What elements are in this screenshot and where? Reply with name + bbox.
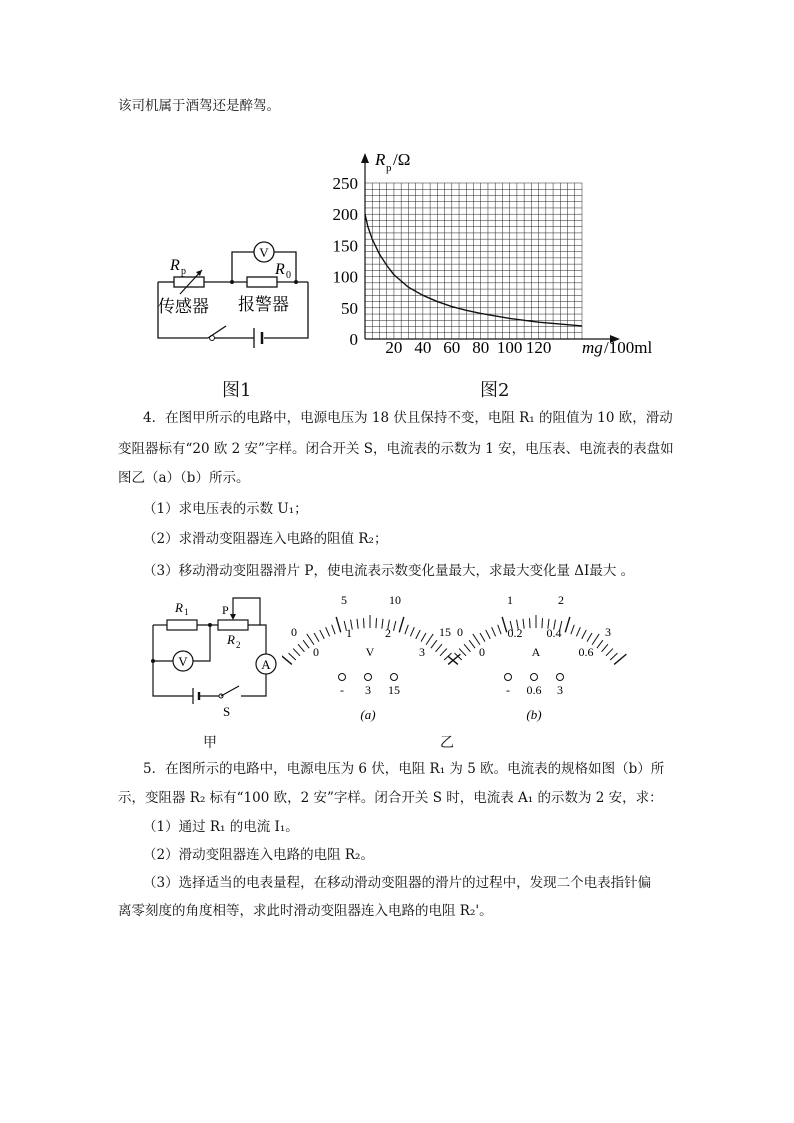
q5-line2: 示，变阻器 R₂ 标有“100 欧，2 安”字样。闭合开关 S 时，电流表 A₁ 的示数为 2 安，求： — [118, 790, 663, 806]
dial-tick — [399, 617, 404, 632]
dial-tick — [376, 618, 377, 628]
r2-rheostat — [218, 620, 248, 630]
a-inner-3: 0.6 — [578, 645, 594, 659]
dial-tick — [529, 618, 530, 628]
dial-tick — [565, 617, 570, 632]
ammeter-label: A — [261, 657, 271, 672]
v-outer-0: 0 — [291, 625, 297, 639]
voltmeter-dial — [282, 590, 462, 725]
a-outer-0: 0 — [457, 625, 463, 639]
y-tick-label: 250 — [332, 174, 358, 193]
a-outer-1: 1 — [507, 593, 513, 607]
v-inner-2: 2 — [385, 626, 391, 640]
circuit-wire — [241, 674, 266, 696]
terminal — [531, 674, 538, 681]
terminal — [505, 674, 512, 681]
r1-label-sub: 1 — [184, 607, 189, 617]
x-tick-label: 100 — [496, 338, 523, 357]
voltmeter-label: V — [259, 245, 269, 260]
r2-label: R — [227, 632, 235, 647]
a-inner-1: 0.2 — [507, 626, 523, 640]
figure-jia-label: 甲 — [203, 735, 217, 751]
switch-blade — [208, 326, 226, 338]
terminal — [557, 674, 564, 681]
terminal — [391, 674, 398, 681]
v-inner-3: 3 — [419, 645, 425, 659]
v-caption: (a) — [360, 707, 376, 722]
ammeter-dial — [448, 590, 628, 725]
a-outer-3: 3 — [605, 625, 611, 639]
junction-dot — [294, 280, 298, 284]
r1-resistor — [167, 620, 197, 630]
dial-tick — [436, 644, 442, 652]
dial-tick — [332, 625, 335, 634]
dial-tick — [303, 640, 309, 648]
v-inner-0: 0 — [313, 645, 319, 659]
dial-tick — [523, 619, 524, 629]
x-tick-label: 40 — [414, 338, 432, 357]
slider-arrowhead — [230, 614, 236, 620]
dial-tick — [582, 630, 586, 639]
terminal — [339, 674, 346, 681]
x-tick-label: 80 — [472, 338, 490, 357]
v-inner-1: 1 — [346, 626, 352, 640]
terminal — [365, 674, 372, 681]
v-unit: V — [365, 645, 375, 659]
dial-tick — [610, 653, 617, 660]
dial-tick — [480, 633, 485, 642]
q5-sub3b: 离零刻度的角度相等，求此时滑动变阻器连入电路的电阻 R₂'。 — [118, 903, 493, 919]
dial-tick — [576, 627, 580, 636]
chart-grid — [365, 183, 582, 339]
dial-tick — [448, 654, 458, 664]
q4-line3: 图乙（a）（b）所示。 — [118, 470, 250, 486]
y-tick-label: 200 — [332, 205, 358, 225]
a-caption: (b) — [526, 707, 542, 722]
q5-sub2: （2）滑动变阻器连入电路的电阻 R₂。 — [143, 847, 374, 863]
chart-ylabel-sub: p — [386, 162, 392, 174]
alarm-label: 报警器 — [238, 295, 289, 314]
figure-2-label: 图2 — [480, 380, 510, 401]
a-terminal-1: 0.6 — [526, 683, 542, 697]
figure-1-label: 图1 — [222, 380, 252, 401]
a-terminal-2: 3 — [557, 683, 563, 697]
dial-tick — [421, 633, 426, 642]
dial-tick — [405, 625, 408, 634]
r0-label-sub: 0 — [286, 270, 291, 281]
switch-blade — [221, 686, 239, 696]
dial-tick — [542, 618, 543, 628]
x-tick-label: 60 — [443, 338, 461, 357]
dial-tick — [492, 627, 496, 636]
chart-ylabel-unit: /Ω — [393, 150, 411, 169]
dial-tick — [357, 619, 358, 629]
voltmeter-label: V — [178, 654, 188, 669]
q4-line1: 4．在图甲所示的电路中，电源电压为 18 伏且保持不变，电阻 R₁ 的阻值为 10 欧，滑动 — [143, 410, 673, 426]
a-terminal-0: - — [506, 683, 510, 697]
dial-tick — [382, 619, 383, 629]
figure-yi-label: 乙 — [440, 735, 454, 751]
dial-tick — [440, 649, 447, 656]
q4-sub3: （3）移动滑动变阻器滑片 P，使电流表示数变化量最大，求最大变化量 ΔI最大 。 — [143, 563, 635, 579]
rp-label: R — [170, 257, 180, 274]
v-terminal-1: 3 — [365, 683, 371, 697]
v-outer-1: 5 — [341, 593, 347, 607]
y-tick-label: 0 — [349, 330, 358, 349]
s-label: S — [223, 704, 231, 719]
y-tick-label: 50 — [341, 298, 358, 318]
dial-tick — [606, 649, 613, 656]
r0-label: R — [275, 261, 285, 278]
dial-tick — [326, 627, 330, 636]
dial-tick — [320, 630, 324, 639]
dial-tick — [416, 630, 420, 639]
a-inner-2: 0.4 — [546, 626, 562, 640]
dial-tick — [587, 633, 592, 642]
dial-tick — [571, 625, 574, 634]
figure-1-circuit — [150, 230, 320, 365]
dial-tick — [592, 634, 599, 645]
dial-tick — [410, 627, 414, 636]
dial-tick — [363, 618, 364, 628]
dial-tick — [293, 649, 300, 656]
q5-sub1: （1）通过 R₁ 的电流 I₁。 — [143, 819, 299, 835]
intro-text: 该司机属于酒驾还是醉驾。 — [118, 98, 280, 114]
q4-sub1: （1）求电压表的示数 U₁； — [143, 501, 308, 517]
figure-2-chart — [320, 145, 670, 365]
q4-line2: 变阻器标有“20 欧 2 安”字样。闭合开关 S，电流表的示数为 1 安，电压表、电流表的表盘如 — [118, 441, 674, 457]
v-outer-2: 10 — [389, 593, 401, 607]
figure-jia-circuit — [145, 590, 285, 720]
dial-tick — [431, 640, 437, 648]
chart-ylabel: R — [375, 150, 386, 169]
a-outer-2: 2 — [558, 593, 564, 607]
dial-tick — [614, 654, 626, 664]
y-tick-label: 150 — [332, 236, 358, 256]
r0-resistor — [247, 277, 277, 287]
a-unit: A — [531, 645, 541, 659]
dial-tick — [289, 653, 296, 660]
rp-resistor — [174, 277, 204, 287]
dial-tick — [459, 649, 466, 656]
junction-dot — [230, 280, 234, 284]
p-label: P — [222, 603, 229, 617]
r2-label-sub: 2 — [236, 640, 241, 650]
circuit-wire — [248, 625, 266, 654]
y-tick-label: 100 — [332, 267, 358, 287]
a-inner-0: 0 — [479, 645, 485, 659]
x-tick-label: 120 — [525, 338, 552, 357]
q5-sub3a: （3）选择适当的电表量程，在移动滑动变阻器的滑片的过程中，发现二个电表指针偏 — [143, 875, 652, 891]
dial-tick — [314, 633, 319, 642]
v-outer-3: 15 — [439, 625, 451, 639]
y-axis-arrow — [361, 153, 369, 163]
dial-tick — [602, 644, 608, 652]
dial-tick — [498, 625, 501, 634]
dial-tick — [394, 621, 396, 631]
chart-xlabel-unit: /100ml — [604, 338, 653, 357]
dial-tick — [469, 640, 475, 648]
dial-tick — [298, 644, 304, 652]
q5-line1: 5．在图所示的电路中，电源电压为 6 伏，电阻 R₁ 为 5 欧。电流表的规格如图（b）所 — [143, 761, 665, 777]
dial-tick — [307, 634, 314, 645]
dial-tick — [486, 630, 490, 639]
dial-tick — [336, 617, 341, 632]
r1-label: R — [175, 600, 183, 615]
v-terminal-0: - — [340, 683, 344, 697]
q4-sub2: （2）求滑动变阻器连入电路的阻值 R₂； — [143, 531, 388, 547]
dial-tick — [426, 634, 433, 645]
dial-tick — [473, 634, 480, 645]
x-tick-label: 20 — [385, 338, 403, 357]
dial-tick — [282, 654, 292, 664]
dial-tick — [502, 617, 507, 632]
v-terminal-2: 15 — [388, 683, 400, 697]
dial-tick — [464, 644, 470, 652]
sensor-label: 传感器 — [158, 297, 209, 316]
dial-tick — [597, 640, 603, 648]
chart-xlabel: mg — [582, 338, 603, 357]
rp-label-sub: p — [181, 266, 186, 277]
dial-tick — [455, 653, 462, 660]
